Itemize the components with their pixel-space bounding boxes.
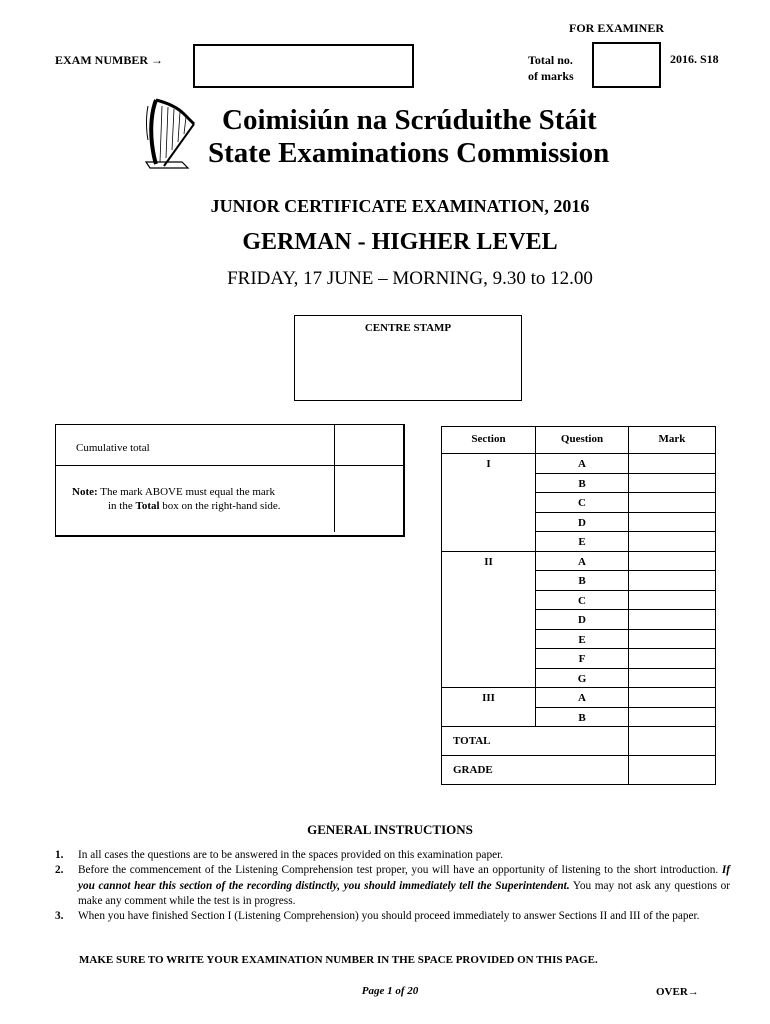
exam-date: FRIDAY, 17 JUNE – MORNING, 9.30 to 12.00 xyxy=(227,268,593,289)
cumulative-total-label: Cumulative total xyxy=(76,442,150,454)
section-cell xyxy=(442,610,536,630)
note-line2-start: in the xyxy=(108,500,133,512)
total-marks-field[interactable] xyxy=(592,42,661,88)
question-cell: D xyxy=(536,610,629,630)
note-line2-end: box on the right-hand side. xyxy=(162,500,281,512)
for-examiner-label: FOR EXAMINER xyxy=(569,21,664,35)
marks-table-header xyxy=(442,427,716,454)
table-row xyxy=(442,493,716,513)
total-label: TOTAL xyxy=(442,727,629,756)
question-cell: B xyxy=(536,571,629,591)
grade-row xyxy=(442,756,716,785)
section-cell xyxy=(442,493,536,513)
marks-table xyxy=(441,426,716,785)
section-cell xyxy=(442,473,536,493)
mark-cell[interactable] xyxy=(629,571,716,591)
table-row xyxy=(442,688,716,708)
mark-cell[interactable] xyxy=(629,590,716,610)
section-cell xyxy=(442,649,536,669)
mark-cell[interactable] xyxy=(629,493,716,513)
header-mark: Mark xyxy=(629,427,716,454)
subject-title: GERMAN - HIGHER LEVEL xyxy=(242,229,558,255)
question-cell: A xyxy=(536,454,629,474)
cumulative-total-box xyxy=(55,424,405,537)
cumulative-divider-horizontal xyxy=(56,465,403,466)
question-cell: A xyxy=(536,551,629,571)
mark-cell[interactable] xyxy=(629,512,716,532)
note-line1: The mark ABOVE must equal the mark xyxy=(100,486,275,498)
mark-cell[interactable] xyxy=(629,629,716,649)
table-row xyxy=(442,473,716,493)
table-row xyxy=(442,610,716,630)
section-cell: I xyxy=(442,454,536,474)
table-row xyxy=(442,629,716,649)
mark-cell[interactable] xyxy=(629,610,716,630)
section-cell xyxy=(442,707,536,727)
total-marks-label-line1: Total no. xyxy=(528,53,573,67)
note-line2-bold: Total xyxy=(135,500,160,512)
question-cell: A xyxy=(536,688,629,708)
instruction-item-3 xyxy=(55,909,730,924)
centre-stamp-box xyxy=(294,315,522,401)
table-row xyxy=(442,571,716,591)
section-cell xyxy=(442,571,536,591)
section-cell: II xyxy=(442,551,536,571)
instruction-number: 2. xyxy=(55,864,64,877)
instruction-text: Before the commencement of the Listening Comprehension test proper, you will have an opportunity of listening to the short introduction. xyxy=(78,864,719,877)
instruction-item-2 xyxy=(55,863,730,909)
table-row xyxy=(442,668,716,688)
page-number: Page 1 of 20 xyxy=(361,985,419,997)
question-cell: B xyxy=(536,473,629,493)
total-row xyxy=(442,727,716,756)
question-cell: E xyxy=(536,629,629,649)
harp-icon xyxy=(142,96,200,170)
instructions-title: GENERAL INSTRUCTIONS xyxy=(307,822,473,837)
exam-number-reminder: MAKE SURE TO WRITE YOUR EXAMINATION NUMBER IN THE SPACE PROVIDED ON THIS PAGE. xyxy=(79,954,598,966)
table-row xyxy=(442,551,716,571)
section-cell xyxy=(442,590,536,610)
instructions-list xyxy=(55,848,730,924)
table-row xyxy=(442,707,716,727)
table-row xyxy=(442,532,716,552)
total-marks-label-line2: of marks xyxy=(528,69,574,83)
table-row xyxy=(442,454,716,474)
header-question: Question xyxy=(536,427,629,454)
mark-cell[interactable] xyxy=(629,473,716,493)
note-prefix: Note: xyxy=(72,486,98,498)
section-cell: III xyxy=(442,688,536,708)
header-section: Section xyxy=(442,427,536,454)
total-mark-cell[interactable] xyxy=(629,727,716,756)
instruction-item-1 xyxy=(55,848,730,863)
centre-stamp-label: CENTRE STAMP xyxy=(364,322,452,334)
instruction-text: When you have finished Section I (Listening Comprehension) you should proceed immediately to answer Sections II and III of the paper. xyxy=(78,910,700,923)
question-cell: E xyxy=(536,532,629,552)
mark-cell[interactable] xyxy=(629,454,716,474)
mark-cell[interactable] xyxy=(629,707,716,727)
question-cell: C xyxy=(536,493,629,513)
mark-cell[interactable] xyxy=(629,649,716,669)
instruction-number: 1. xyxy=(55,849,64,861)
question-cell: B xyxy=(536,707,629,727)
cumulative-divider-vertical xyxy=(334,425,335,532)
exam-title: JUNIOR CERTIFICATE EXAMINATION, 2016 xyxy=(210,196,590,216)
table-row xyxy=(442,590,716,610)
section-cell xyxy=(442,512,536,532)
table-row xyxy=(442,512,716,532)
section-cell xyxy=(442,532,536,552)
mark-cell[interactable] xyxy=(629,668,716,688)
mark-cell[interactable] xyxy=(629,551,716,571)
grade-label: GRADE xyxy=(442,756,629,785)
question-cell: G xyxy=(536,668,629,688)
marks-table-body xyxy=(442,427,716,785)
cumulative-note xyxy=(72,485,332,513)
exam-number-field[interactable] xyxy=(193,44,414,88)
question-cell: F xyxy=(536,649,629,669)
question-cell: D xyxy=(536,512,629,532)
instruction-text: You may not ask any questions or make any comment while the test is in progress. xyxy=(78,879,730,907)
grade-mark-cell[interactable] xyxy=(629,756,716,785)
over-label: OVER→ xyxy=(656,986,699,998)
section-cell xyxy=(442,629,536,649)
instruction-text: In all cases the questions are to be answered in the spaces provided on this examination paper. xyxy=(78,849,504,861)
mark-cell[interactable] xyxy=(629,532,716,552)
mark-cell[interactable] xyxy=(629,688,716,708)
organisation-name-english: State Examinations Commission xyxy=(208,137,610,169)
table-row xyxy=(442,649,716,669)
question-cell: C xyxy=(536,590,629,610)
section-cell xyxy=(442,668,536,688)
paper-code: 2016. S18 xyxy=(670,52,719,66)
instruction-number: 3. xyxy=(55,910,64,923)
total-marks-label xyxy=(528,52,574,84)
organisation-name-irish: Coimisiún na Scrúduithe Stáit xyxy=(222,104,597,136)
exam-number-label: EXAM NUMBER → xyxy=(55,53,163,67)
instruction-emphasis: If you cannot hear this section of the recording distinctly, you should immediately tell the Superintendent. xyxy=(78,864,730,892)
note-line2 xyxy=(72,499,332,513)
